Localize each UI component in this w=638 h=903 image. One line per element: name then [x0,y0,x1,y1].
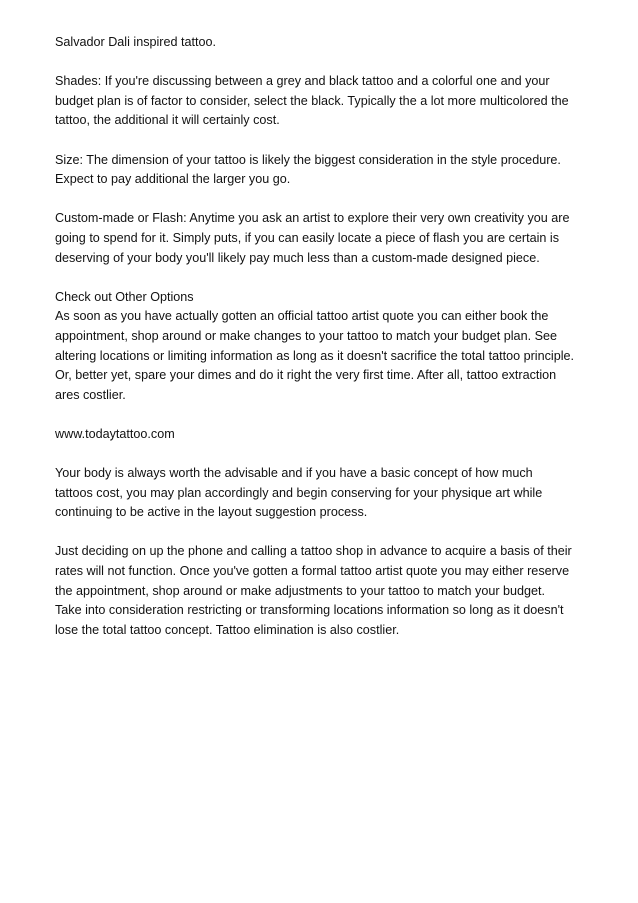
paragraph-custom-or-flash: Custom-made or Flash: Anytime you ask an artist to explore their very own creativity you are going to spend for it. Simply puts, if you can easily locate a piece of flash you are certain is deserving of your body you'll likely pay much less than a custom-made designed piece. [55,211,570,265]
paragraph-website: www.todaytattoo.com [55,426,175,441]
paragraph-body-worth: Your body is always worth the advisable and if you have a basic concept of how much tattoos cost, you may plan accordingly and begin conserving for your physique art while continuing to be active in the layout suggestion process. [55,466,543,520]
paragraph-other-options: Check out Other Options As soon as you have actually gotten an official tattoo artist quote you can either book the appointment, shop around or make changes to your tattoo to match your budget plan. See altering locations or limiting information as long as it doesn't sacrifice the total tattoo principle. Or, better yet, spare your dimes and do it right the very first time. After all, tattoo extraction ares costlier. [55,289,575,402]
paragraph-shades: Shades: If you're discussing between a grey and black tattoo and a colorful one and your budget plan is of factor to consider, select the black. Typically the a lot more multicolored the tattoo, the additional it will certainly cost. [55,74,569,128]
paragraph-phone-quote: Just deciding on up the phone and calling a tattoo shop in advance to acquire a basis of their rates will not function. Once you've gotten a formal tattoo artist quote you may either reserve the appointment, shop around or make adjustments to your tattoo to match your budget. Take into consideration restricting or transforming locations information so long as it doesn't lose the total tattoo concept. Tattoo elimination is also costlier. [55,544,572,637]
paragraph-title: Salvador Dali inspired tattoo. [55,35,217,49]
paragraph-size: Size: The dimension of your tattoo is likely the biggest consideration in the style procedure. Expect to pay additional the larger you go. [55,152,561,187]
document-page [55,33,595,660]
